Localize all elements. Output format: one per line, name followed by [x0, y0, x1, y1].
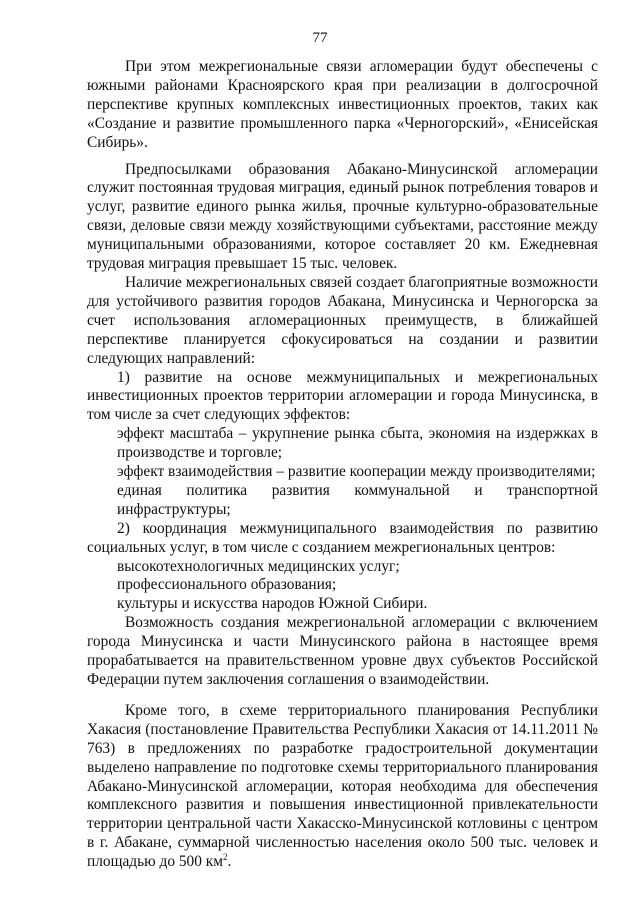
area-superscript: 2 [223, 852, 228, 863]
paragraph-prerequisites: Предпосылками образования Абакано-Минусинской агломерации служит постоянная трудовая миграция, единый рынок потребления товаров и услуг, развитие единого рынка жилья, прочные культурно-образовательные связи, деловые связи между хозяйствующими субъектами, расстояние между муниципальными образованиями, которое составляет 20 км. Ежедневная трудовая миграция превышает 15 тыс. человек. [87, 160, 598, 273]
page-number: 77 [312, 30, 328, 46]
list-item-2: 2) координация межмуниципального взаимодействия по развитию социальных услуг, в том числе с созданием межрегиональных центров: [87, 519, 598, 556]
list-subitem-medical: высокотехнологичных медицинских услуг; [117, 557, 400, 575]
list-subitem-education: профессионального образования; [117, 576, 337, 594]
list-subitem-scale-effect: эффект масштаба – укрупнение рынка сбыта, экономия на издержках в производстве и торговле; [117, 425, 598, 462]
list-subitem-interaction-effect: эффект взаимодействия – развитие кооперации между производителями; [117, 463, 596, 481]
final-punctuation: . [227, 853, 232, 871]
list-subitem-culture: культуры и искусства народов Южной Сибири. [117, 595, 428, 613]
paragraph-agglomeration-possibility: Возможность создания межрегиональной агломерации с включением города Минусинска и части Минусинского района в настоящее время прорабатывается на правительственном уровне двух субъектов Российской Федерации путем заключения соглашения о взаимодействии. [87, 614, 598, 688]
territorial-planning-text: Кроме того, в схеме территориального планирования Республики Хакасия (постановление Правительства Республики Хакасия от 14.11.2011 № 763) в предложениях по разработке градостроительной документации выделено направление по подготовке схемы территориального планирования Абакано-Минусинской агломерации, которая необходима для обеспечения комплексного развития и повышения инвестиционной привлекательности территории центральной части Хакасско-Минусинской котловины с центром в г. Абакане, суммарной численностью населения около 500 тыс. человек и площадью до 500 км [87, 701, 598, 871]
list-item-1: 1) развитие на основе межмуниципальных и межрегиональных инвестиционных проектов территории агломерации и города Минусинска, в том числе за счет следующих эффектов: [87, 368, 598, 424]
paragraph-interregional-links: При этом межрегиональные связи агломерации будут обеспечены с южными районами Красноярского края при реализации в долгосрочной перспективе крупных комплексных инвестиционных проектов, таких как «Создание и развитие промышленного парка «Черногорский», «Енисейская Сибирь». [87, 58, 598, 151]
document-body [87, 58, 598, 872]
paragraph-opportunities: Наличие межрегиональных связей создает благоприятные возможности для устойчивого развития городов Абакана, Минусинска и Черногорска за счет использования агломерационных преимуществ, в ближайшей перспективе планируется сфокусироваться на создании и развитии следующих направлений: [87, 273, 598, 367]
paragraph-territorial-planning [87, 702, 598, 872]
list-subitem-unified-policy: единая политика развития коммунальной и транспортной инфраструктуры; [117, 481, 598, 518]
